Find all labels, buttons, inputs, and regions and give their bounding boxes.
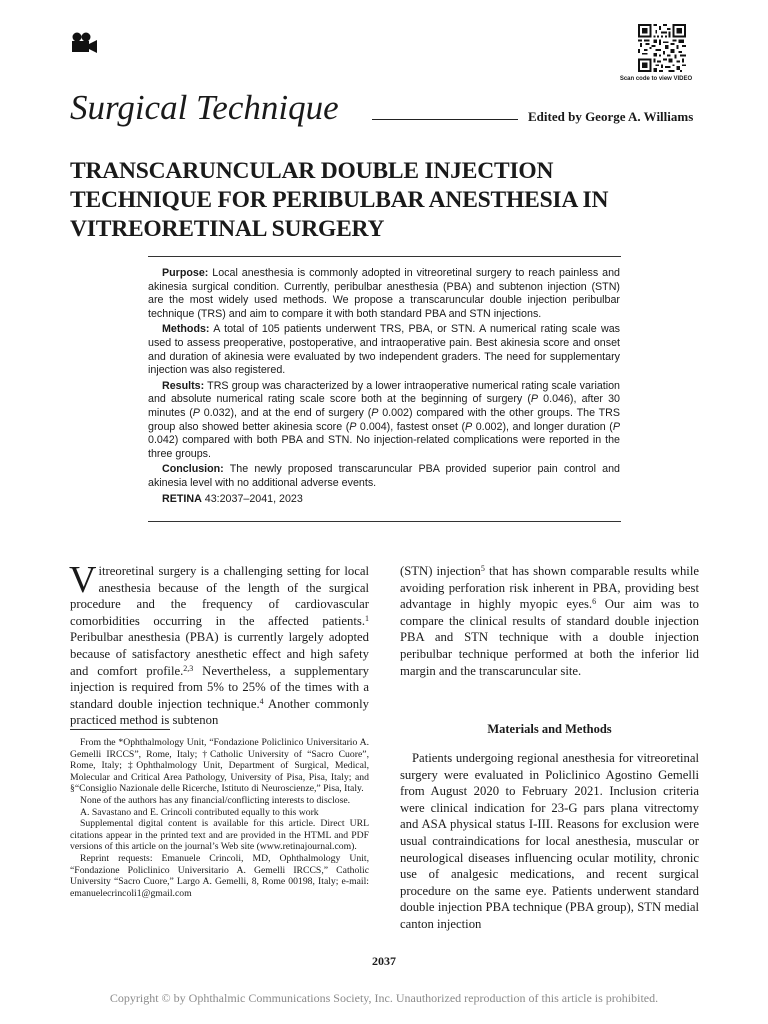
article-title: TRANSCARUNCULAR DOUBLE INJECTION TECHNIQUE FOR PERIBULBAR ANESTHESIA IN VITREORETINAL SURGERY — [70, 158, 609, 242]
methods-paragraph: Patients undergoing regional anesthesia for vitreoretinal surgery were evaluated in Policlinico Agostino Gemelli from August 2020 to February 2021. Inclusion criteria were clinical indication for 23-G pars plana vitrectomy and ASA physical status I-III. Reasons for exclusion were usual contraindications for local anesthesia, muscular or neurological diseases influencing ocular motility, chronic use of analgesic medications, and recent surgical procedure on the same eye. Patients underwent standard double injection PBA technique (PBA group), STN medial canton injection — [400, 751, 699, 931]
abstract-rule-bottom — [148, 521, 621, 522]
abstract-results: Results: TRS group was characterized by a lower intraoperative numerical rating scale variation and absolute numerical rating scale score both at the beginning of surgery (P 0.046), after 30 minutes (P 0.032), and at the end of surgery (P 0.002) compared with the other groups. The TRS group also showed better akinesia score (P 0.004), fastest onset (P 0.002), and longer duration (P 0.042) compared with both PBA and STN. No injection-related complications were reported in the three groups. — [148, 379, 621, 460]
journal-citation: RETINA 43:2037–2041, 2023 — [162, 492, 303, 505]
qr-caption: Scan code to view VIDEO — [619, 76, 693, 82]
footnote-affiliations: From the *Ophthalmology Unit, “Fondazione Policlinico Universitario A. Gemelli IRCCS”, Rome, Italy; †Catholic University of “Sacro Cuore”, Rome, Italy; ‡Ophthalmology Unit, Department of Surgical, Medical, Molecular and Critical Area Pathology, University of Pisa, Pisa, Italy; and §“Consiglio Nazionale delle Ricerche, Istituto di Neuroscienze,” Pisa, Italy. — [70, 737, 369, 795]
footnote-reprints: Reprint requests: Emanuele Crincoli, MD, Ophthalmology Unit, “Fondazione Policlinico Universitario A. Gemelli IRCCS,” Catholic University “Sacro Cuore,” Largo A. Gemelli, 8, Rome 00198, Italy; e-mail: emanuelecrincoli1@gmail.com — [70, 852, 369, 899]
footnotes — [70, 737, 369, 899]
qr-code-icon[interactable] — [638, 24, 686, 72]
section-header: Surgical Technique — [70, 88, 339, 127]
abstract-conclusion: Conclusion: The newly proposed transcaruncular PBA provided superior pain control and akinesia level with no additional adverse events. — [148, 463, 620, 489]
header-rule — [372, 119, 518, 120]
section-heading-methods: Materials and Methods — [487, 722, 612, 736]
abstract-purpose: Purpose: Local anesthesia is commonly adopted in vitreoretinal surgery to reach painless and akinesia surgical condition. Currently, peribulbar anesthesia (PBA) and subtenon injection (STN) are the most widely used methods. We propose a transcaruncular double injection peribulbar technique (TRS) and aim to compare it with both standard PBA and STN injections. — [148, 267, 620, 320]
abstract-methods: Methods: A total of 105 patients underwent TRS, PBA, or STN. A numerical rating scale was used to assess preoperative, postoperative, and intraoperative pain. Best akinesia score and onset and duration of akinesia were evaluated by two independent graders. The need for supplementary injection was also registered. — [148, 323, 620, 377]
drop-cap: V — [69, 559, 97, 601]
intro-continuation: (STN) injection$^5$ that has shown comparable results while avoiding perforation risk inherent in PBA, providing best advantage in highly myopic eyes.$^6$ Our aim was to compare the clinical results of standard double injection PBA and STN technique with a double injection peribulbar technique performed at both the inferior lid margin and the transcaruncular site. — [400, 564, 699, 678]
copyright-notice: Copyright © by Ophthalmic Communications Society, Inc. Unauthorized reproduction of this article is prohibited. — [109, 991, 659, 1005]
intro-paragraph: Vitreoretinal surgery is a challenging setting for local anesthesia because of the length of the surgical procedure and the frequency of cardiovascular comorbidities occurring in the affected patients.$^1$ Peribulbar anesthesia (PBA) is currently largely adopted because of satisfactory anesthetic effect and high safety and comfort profile.$^{2,3}$ Nevertheless, a supplementary injection is required from 5% to 25% of the times with a standard double injection technique.$^4$ Another commonly practiced method is subtenon — [69, 559, 369, 728]
footnote-contribution: A. Savastano and E. Crincoli contributed equally to this work — [80, 806, 319, 818]
footnote-rule — [70, 729, 170, 730]
editor-credit: Edited by George A. Williams — [528, 109, 694, 124]
abstract — [148, 267, 620, 508]
footnote-supplemental: Supplemental digital content is available for this article. Direct URL citations appear in the printed text and are provided in the HTML and PDF versions of this article on the journal’s Web site (www.retinajournal.com). — [70, 818, 369, 853]
video-camera-icon — [70, 32, 98, 54]
footnote-conflicts: None of the authors has any financial/conflicting interests to disclose. — [80, 794, 351, 806]
page-number: 2037 — [372, 954, 396, 968]
abstract-rule-top — [148, 256, 621, 257]
